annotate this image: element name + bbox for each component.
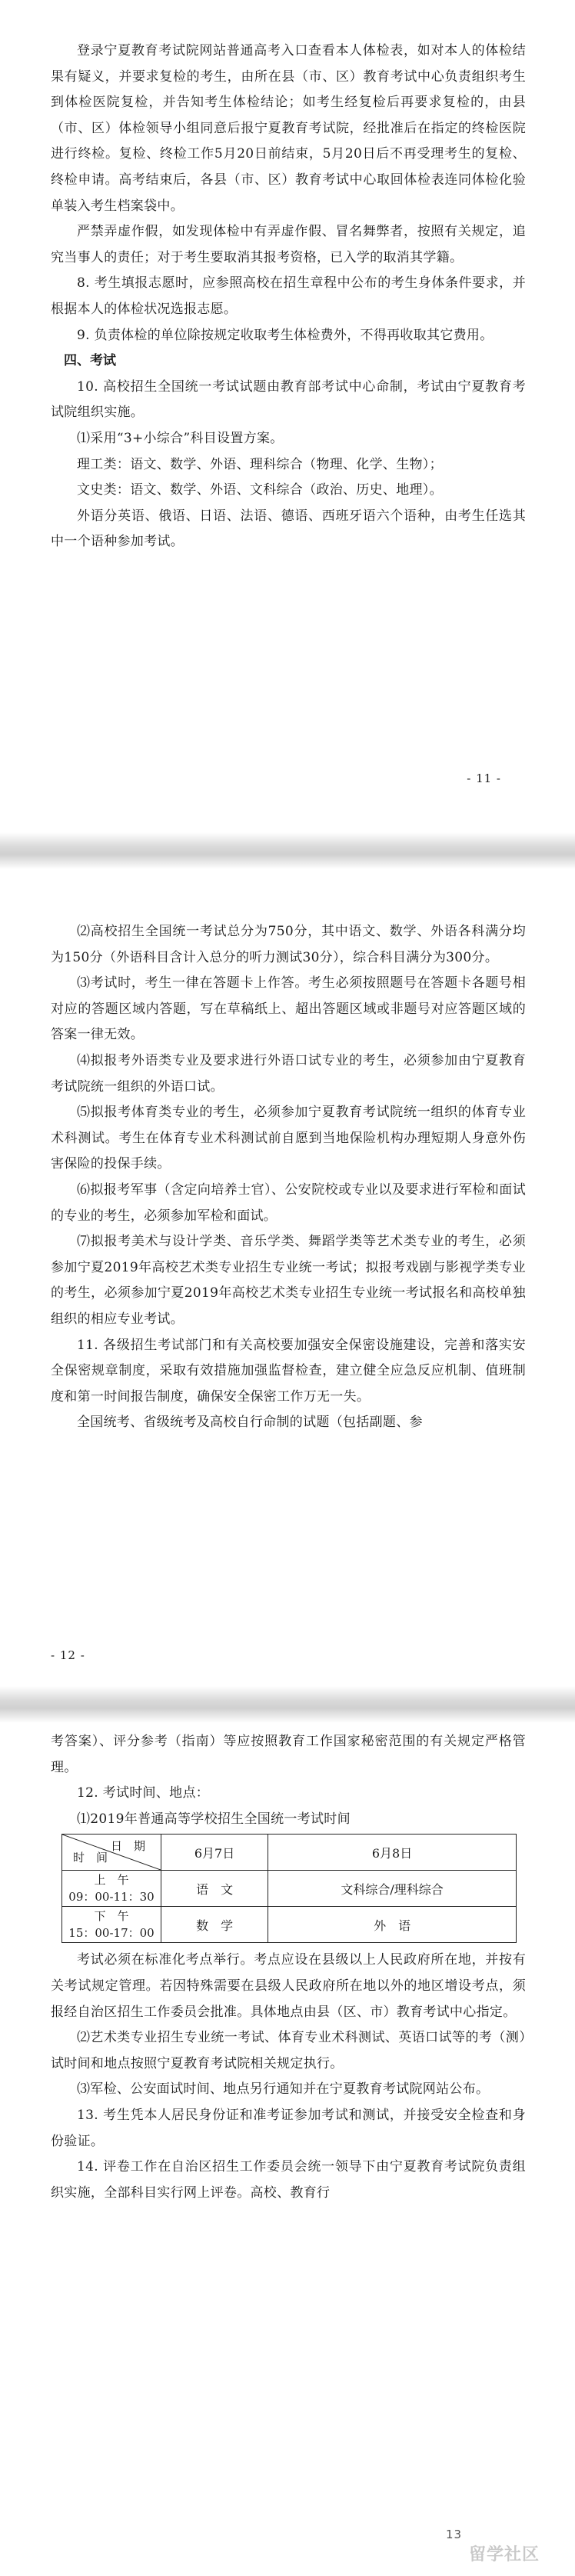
table-row <box>62 1907 517 1943</box>
watermark-text: 留学社区 <box>469 2545 540 2564</box>
corner-label-date: 日 期 <box>110 1839 145 1854</box>
subject-cell: 文科综合/理科综合 <box>268 1871 517 1907</box>
paragraph: 14. 评卷工作在自治区招生工作委员会统一领导下由宁夏教育考试院负责组织实施，全部科目实行网上评卷。高校、教育行 <box>51 2159 526 2201</box>
paragraph: 外语分英语、俄语、日语、法语、德语、西班牙语六个语种，由考生任选其中一个语种参加考试。 <box>51 508 526 550</box>
page-number: - 11 - <box>467 771 501 785</box>
subject-cell: 数 学 <box>161 1907 268 1943</box>
paragraph: 12. 考试时间、地点： <box>77 1785 210 1801</box>
document-page-12 <box>0 877 575 1708</box>
page-11-body <box>51 38 526 555</box>
subject-cell: 语 文 <box>161 1871 268 1907</box>
table-header-row <box>62 1835 517 1871</box>
paragraph: ⑶考试时，考生一律在答题卡上作答。考生必须按照题号在答题卡各题号相对应的答题区域内答题，写在草稿纸上、超出答题区域或非题号对应答题区域的答案一律无效。 <box>51 975 526 1043</box>
paragraph: ⑵高校招生全国统一考试总分为750分，其中语文、数学、外语各科满分均为150分（外语科目含计入总分的听力测试30分），综合科目满分为300分。 <box>51 924 526 965</box>
paragraph: 考试必须在标准化考点举行。考点应设在县级以上人民政府所在地，并按有关考试规定管理。若因特殊需要在县级人民政府所在地以外的地区增设考点，须报经自治区招生工作委员会批准。具体地点由县（区、市）教育考试中心指定。 <box>51 1952 526 2020</box>
document-page-13 <box>0 1723 575 2576</box>
period-label: 上 午 <box>94 1873 129 1888</box>
page-13-body <box>51 1729 526 2206</box>
time-range: 15：00-17：00 <box>68 1926 155 1941</box>
page-separator <box>0 832 575 869</box>
table-row <box>62 1871 517 1907</box>
paragraph: 文史类：语文、数学、外语、文科综合（政治、历史、地理）。 <box>77 482 443 498</box>
page-12-body <box>51 919 526 1436</box>
paragraph: ⑴采用“3+小综合”科目设置方案。 <box>77 430 284 446</box>
page-number: - 12 - <box>51 1648 85 1662</box>
paragraph: 11. 各级招生考试部门和有关高校要加强安全保密设施建设，完善和落实安全保密规章制度，采取有效措施加强监督检查，建立健全应急反应机制、值班制度和第一时间报告制度，确保安全保密工作万无一失。 <box>51 1337 526 1405</box>
paragraph: 10. 高校招生全国统一考试试题由教育部考试中心命制，考试由宁夏教育考试院组织实施。 <box>51 378 526 421</box>
period-label: 下 午 <box>94 1909 129 1924</box>
page-separator <box>0 1686 575 1723</box>
paragraph: ⑸拟报考体育类专业的考生，必须参加宁夏教育考试院统一组织的体育专业术科测试。考生在体育专业术科测试前自愿到当地保险机构办理短期人身意外伤害保险的投保手续。 <box>51 1105 526 1172</box>
table-corner-cell <box>62 1835 161 1871</box>
exam-schedule-table <box>61 1834 517 1943</box>
paragraph: ⑺拟报考美术与设计学类、音乐学类、舞蹈学类等艺术类专业的考生，必须参加宁夏2019年高校艺术类专业招生专业统一考试；拟报考戏剧与影视学类专业的考生，必须参加宁夏2019年高校艺术类专业招生专业统一考试报名和高校单独组织的相应专业考试。 <box>51 1234 526 1327</box>
paragraph: 考答案）、评分参考（指南）等应按照教育工作国家秘密范围的有关规定严格管理。 <box>51 1734 526 1775</box>
document-page-11 <box>0 0 575 831</box>
subject-cell: 外 语 <box>268 1907 517 1943</box>
corner-label-time: 时 间 <box>73 1851 108 1865</box>
paragraph: 13. 考生凭本人居民身份证和准考证参加考试和测试，并接受安全检查和身份验证。 <box>51 2107 526 2149</box>
time-range: 09：00-11：30 <box>68 1890 155 1905</box>
paragraph: 理工类：语文、数学、外语、理科综合（物理、化学、生物）； <box>77 456 443 472</box>
page-number: 13 <box>446 2528 463 2541</box>
paragraph: ⑶军检、公安面试时间、地点另行通知并在宁夏教育考试院网站公布。 <box>77 2081 490 2098</box>
watermark-logo <box>446 2528 561 2569</box>
paragraph: 9. 负责体检的单位除按规定收取考生体检费外，不得再收取其它费用。 <box>77 327 494 343</box>
section-heading: 四、考试 <box>64 353 116 369</box>
paragraph: 8. 考生填报志愿时，应参照高校在招生章程中公布的考生身体条件要求，并根据本人的体检状况选报志愿。 <box>51 275 526 317</box>
paragraph: 严禁弄虚作假，如发现体检中有弄虚作假、冒名舞弊者，按照有关规定，追究当事人的责任；对于考生要取消其报考资格，已入学的取消其学籍。 <box>51 224 526 265</box>
time-slot-cell <box>62 1871 161 1907</box>
paragraph: ⑹拟报考军事（含定向培养士官）、公安院校或专业以及要求进行军检和面试的专业的考生，必须参加军检和面试。 <box>51 1181 526 1224</box>
paragraph: 全国统考、省级统考及高校自行命制的试题（包括副题、参 <box>77 1415 423 1431</box>
column-header-day2: 6月8日 <box>268 1835 517 1871</box>
paragraph: ⑷拟报考外语类专业及要求进行外语口试专业的考生，必须参加由宁夏教育考试院统一组织的外语口试。 <box>51 1052 526 1095</box>
table-caption: ⑴2019年普通高等学校招生全国统一考试时间 <box>77 1811 351 1827</box>
time-slot-cell <box>62 1907 161 1943</box>
paragraph: ⑵艺术类专业招生专业统一考试、体育专业术科测试、英语口试等的考（测）试时间和地点按照宁夏教育考试院相关规定执行。 <box>51 2030 526 2071</box>
paragraph: 登录宁夏教育考试院网站普通高考入口查看本人体检表，如对本人的体检结果有疑义，并要求复检的考生，由所在县（市、区）教育考试中心负责组织考生到体检医院复检，并告知考生体检结论；如考生经复检后再要求复检的，由县（市、区）体检领导小组同意后报宁夏教育考试院，经批准后在指定的终检医院进行终检。复检、终检工作5月20日前结束，5月20日后不再受理考生的复检、终检申请。高考结束后，各县（市、区）教育考试中心取回体检表连同体检化验单装入考生档案袋中。 <box>51 43 526 214</box>
column-header-day1: 6月7日 <box>161 1835 268 1871</box>
